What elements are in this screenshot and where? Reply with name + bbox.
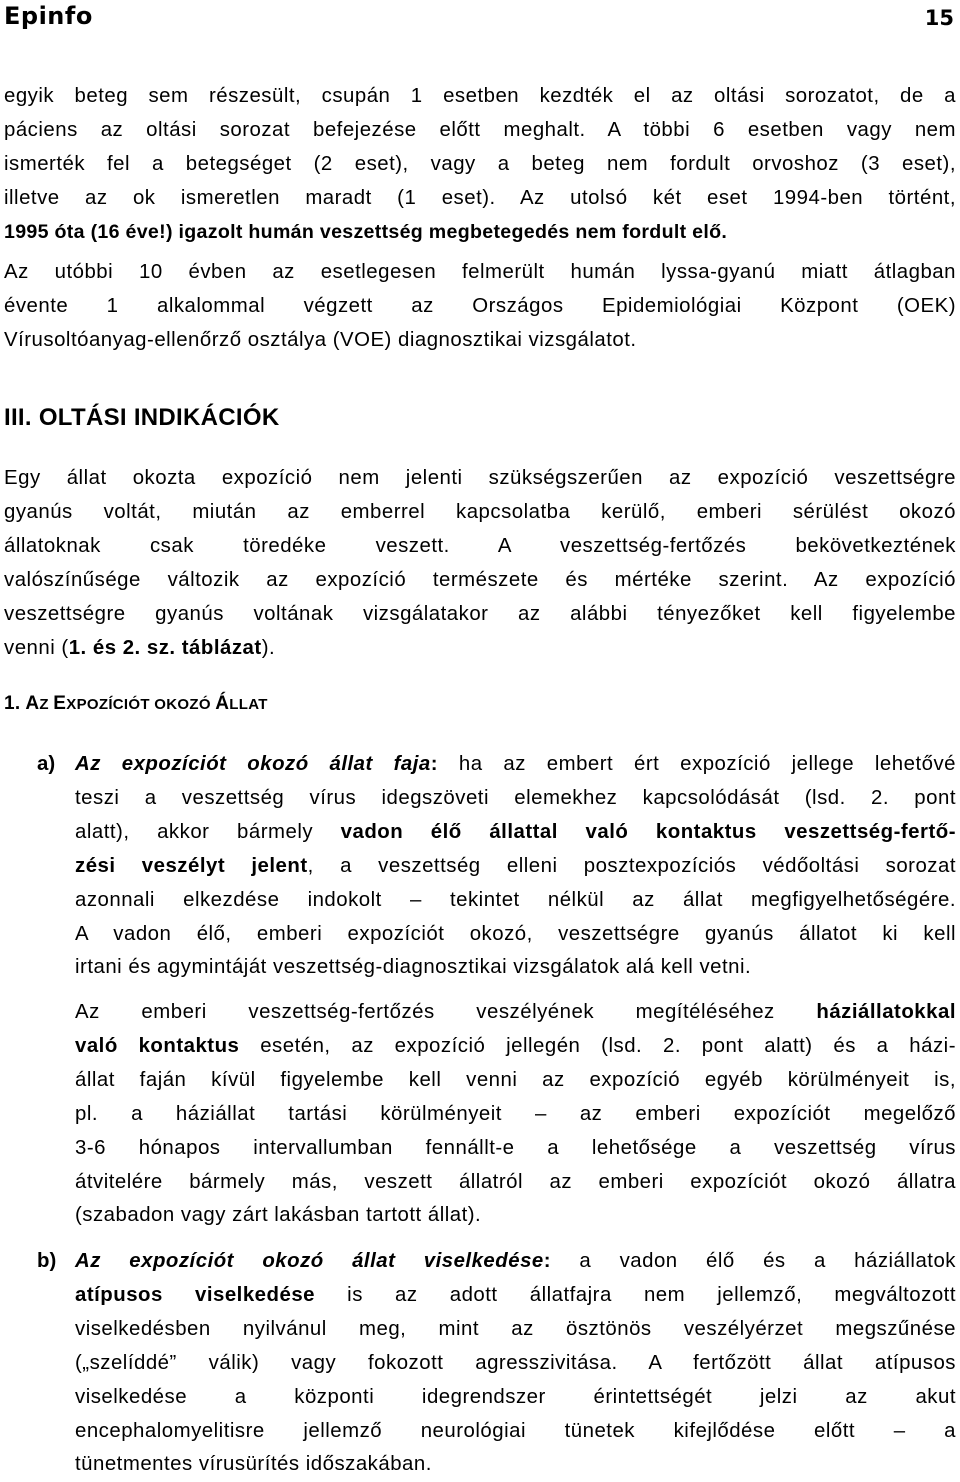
heading-smallcaps: LLAT: [229, 696, 268, 713]
heading-letter: Á: [215, 693, 230, 714]
text-fragment: ).: [261, 636, 276, 659]
text-line: páciens az oltási sorozat befejezése előtt meghalt. A többi 6 esetben vagy nem: [4, 118, 956, 141]
text-line: [75, 850, 956, 884]
heading-letter: A: [25, 693, 40, 714]
list-item-a-paragraph-2: [75, 996, 956, 1233]
paragraph-diagnostics: [4, 256, 956, 358]
text-fragment: ha az embert ért expozíció jellege lehetővé: [438, 753, 956, 775]
text-line: veszettségre gyanús voltának vizsgálatakor az alábbi tényezőket kell figyelembe: [4, 602, 956, 625]
item-colon: :: [543, 1250, 552, 1272]
text-fragment: , a veszettség elleni posztexpozíciós védőoltási sorozat: [307, 854, 956, 877]
text-fragment: Az emberi veszettség-fertőzés veszélyének megítéléséhez: [75, 1001, 817, 1023]
text-line: 3-6 hónapos intervallumban fennállt-e a lehetősége a veszettség vírus: [75, 1136, 956, 1159]
text-line: Vírusoltóanyag-ellenőrző osztálya (VOE) diagnosztikai vizsgálatot.: [4, 328, 637, 351]
heading-smallcaps: XPOZÍCIÓT OKOZÓ: [66, 696, 216, 713]
list-label-a: a): [37, 753, 56, 775]
paragraph-intro: [4, 80, 956, 250]
text-line: állatoknak csak töredéke veszett. A veszettség-fertőzés bekövetkeztének: [4, 534, 956, 557]
table-reference: 1. és 2. sz. táblázat: [68, 636, 262, 659]
text-line: egyik beteg sem részesült, csupán 1 esetben kezdték el az oltási sorozatot, de a: [4, 85, 956, 107]
text-line: pl. a háziállat tartási körülményeit – az emberi expozíciót megelőző: [75, 1102, 956, 1125]
text-line: évente 1 alkalommal végzett az Országos Epidemiológiai Központ (OEK): [4, 294, 956, 317]
header-logo: Epinfo: [4, 2, 93, 30]
text-line: irtani és agymintáját veszettség-diagnosztikai vizsgálatok alá kell vetni.: [75, 956, 752, 979]
text-line: [75, 748, 956, 782]
heading-letter: E: [53, 693, 67, 714]
bold-phrase: háziállatokkal: [816, 1001, 956, 1023]
text-line: (szabadon vagy zárt lakásban tartott állat).: [75, 1204, 482, 1227]
bold-phrase: való kontaktus: [75, 1034, 240, 1057]
text-line: teszi a veszettség vírus idegszöveti elemekhez kapcsolódását (lsd. 2. pont: [75, 786, 956, 809]
text-line: viselkedésben nyilvánul meg, mint az ösztönös veszélyérzet megszűnése: [75, 1317, 956, 1340]
text-fragment: esetén, az expozíció jellegén (lsd. 2. pont alatt) és a házi-: [239, 1034, 956, 1057]
text-line: viselkedése a központi idegrendszer érintettségét jelzi az akut: [75, 1385, 956, 1408]
text-line: [75, 1279, 956, 1313]
text-fragment: is az adott állatfajra nem jellemző, megváltozott: [315, 1283, 956, 1306]
text-line: [75, 996, 956, 1030]
list-item-b: [75, 1245, 956, 1482]
text-line: állat faján kívül figyelembe kell venni az expozíció egyéb körülményeit is,: [75, 1068, 956, 1091]
text-line: encephalomyelitisre jellemző neurológiai tünetek kifejlődése előtt – a: [75, 1419, 956, 1442]
text-line: A vadon élő, emberi expozíciót okozó, veszettségre gyanús állatot ki kell: [75, 922, 956, 945]
section-heading: III. OLTÁSI INDIKÁCIÓK: [4, 404, 280, 431]
text-line: valószínűsége változik az expozíció természete és mértéke szerint. Az expozíció: [4, 568, 956, 591]
page-number: 15: [924, 6, 954, 30]
bold-phrase: atípusos viselkedése: [75, 1283, 316, 1306]
text-fragment: venni (: [4, 636, 69, 659]
text-line: azonnali elkezdése indokolt – tekintet nélkül az állat megfigyelhetőségére.: [75, 888, 956, 911]
text-line: [75, 816, 956, 850]
paragraph-indications: [4, 462, 956, 665]
text-line: Az utóbbi 10 évben az esetlegesen felmerült humán lyssa-gyanú miatt átlagban: [4, 261, 956, 283]
bold-phrase: vadon élő állattal való kontaktus veszettség-fertő-: [340, 820, 956, 843]
text-line: („szelíddé” válik) vagy fokozott agresszivitása. A fertőzött állat atípusos: [75, 1351, 956, 1374]
text-line: Egy állat okozta expozíció nem jelenti szükségszerűen az expozíció veszettségre: [4, 467, 956, 489]
item-title: Az expozíciót okozó állat faja: [75, 753, 431, 775]
text-line: [75, 1030, 956, 1064]
text-line: tünetmentes vírusürítés időszakában.: [75, 1453, 432, 1476]
text-line: [75, 1245, 956, 1279]
highlight-statement: 1995 óta (16 éve!) igazolt humán veszettség megbetegedés nem fordult elő.: [4, 220, 728, 243]
item-colon: :: [430, 753, 439, 775]
subsection-heading: [4, 693, 268, 715]
text-line: átvitelére bármely más, veszett állatról az emberi expozíciót okozó állatra: [75, 1170, 956, 1193]
item-title: Az expozíciót okozó állat viselkedése: [75, 1250, 544, 1272]
text-line: gyanús voltát, miután az emberrel kapcsolatba kerülő, emberi sérülést okozó: [4, 500, 956, 523]
bold-phrase: zési veszélyt jelent: [75, 854, 308, 877]
list-label-b: b): [37, 1250, 57, 1272]
text-fragment: alatt), akkor bármely: [75, 820, 341, 843]
list-item-a: [75, 748, 956, 985]
text-line: ismerték fel a betegséget (2 eset), vagy a beteg nem fordult orvoshoz (3 eset),: [4, 152, 956, 175]
subsection-number: 1.: [4, 693, 26, 714]
text-line: illetve az ok ismeretlen maradt (1 eset). Az utolsó két eset 1994-ben történt,: [4, 186, 956, 209]
heading-smallcaps: Z: [39, 696, 54, 713]
text-fragment: a vadon élő és a háziállatok: [551, 1250, 956, 1272]
text-line: [4, 632, 956, 666]
